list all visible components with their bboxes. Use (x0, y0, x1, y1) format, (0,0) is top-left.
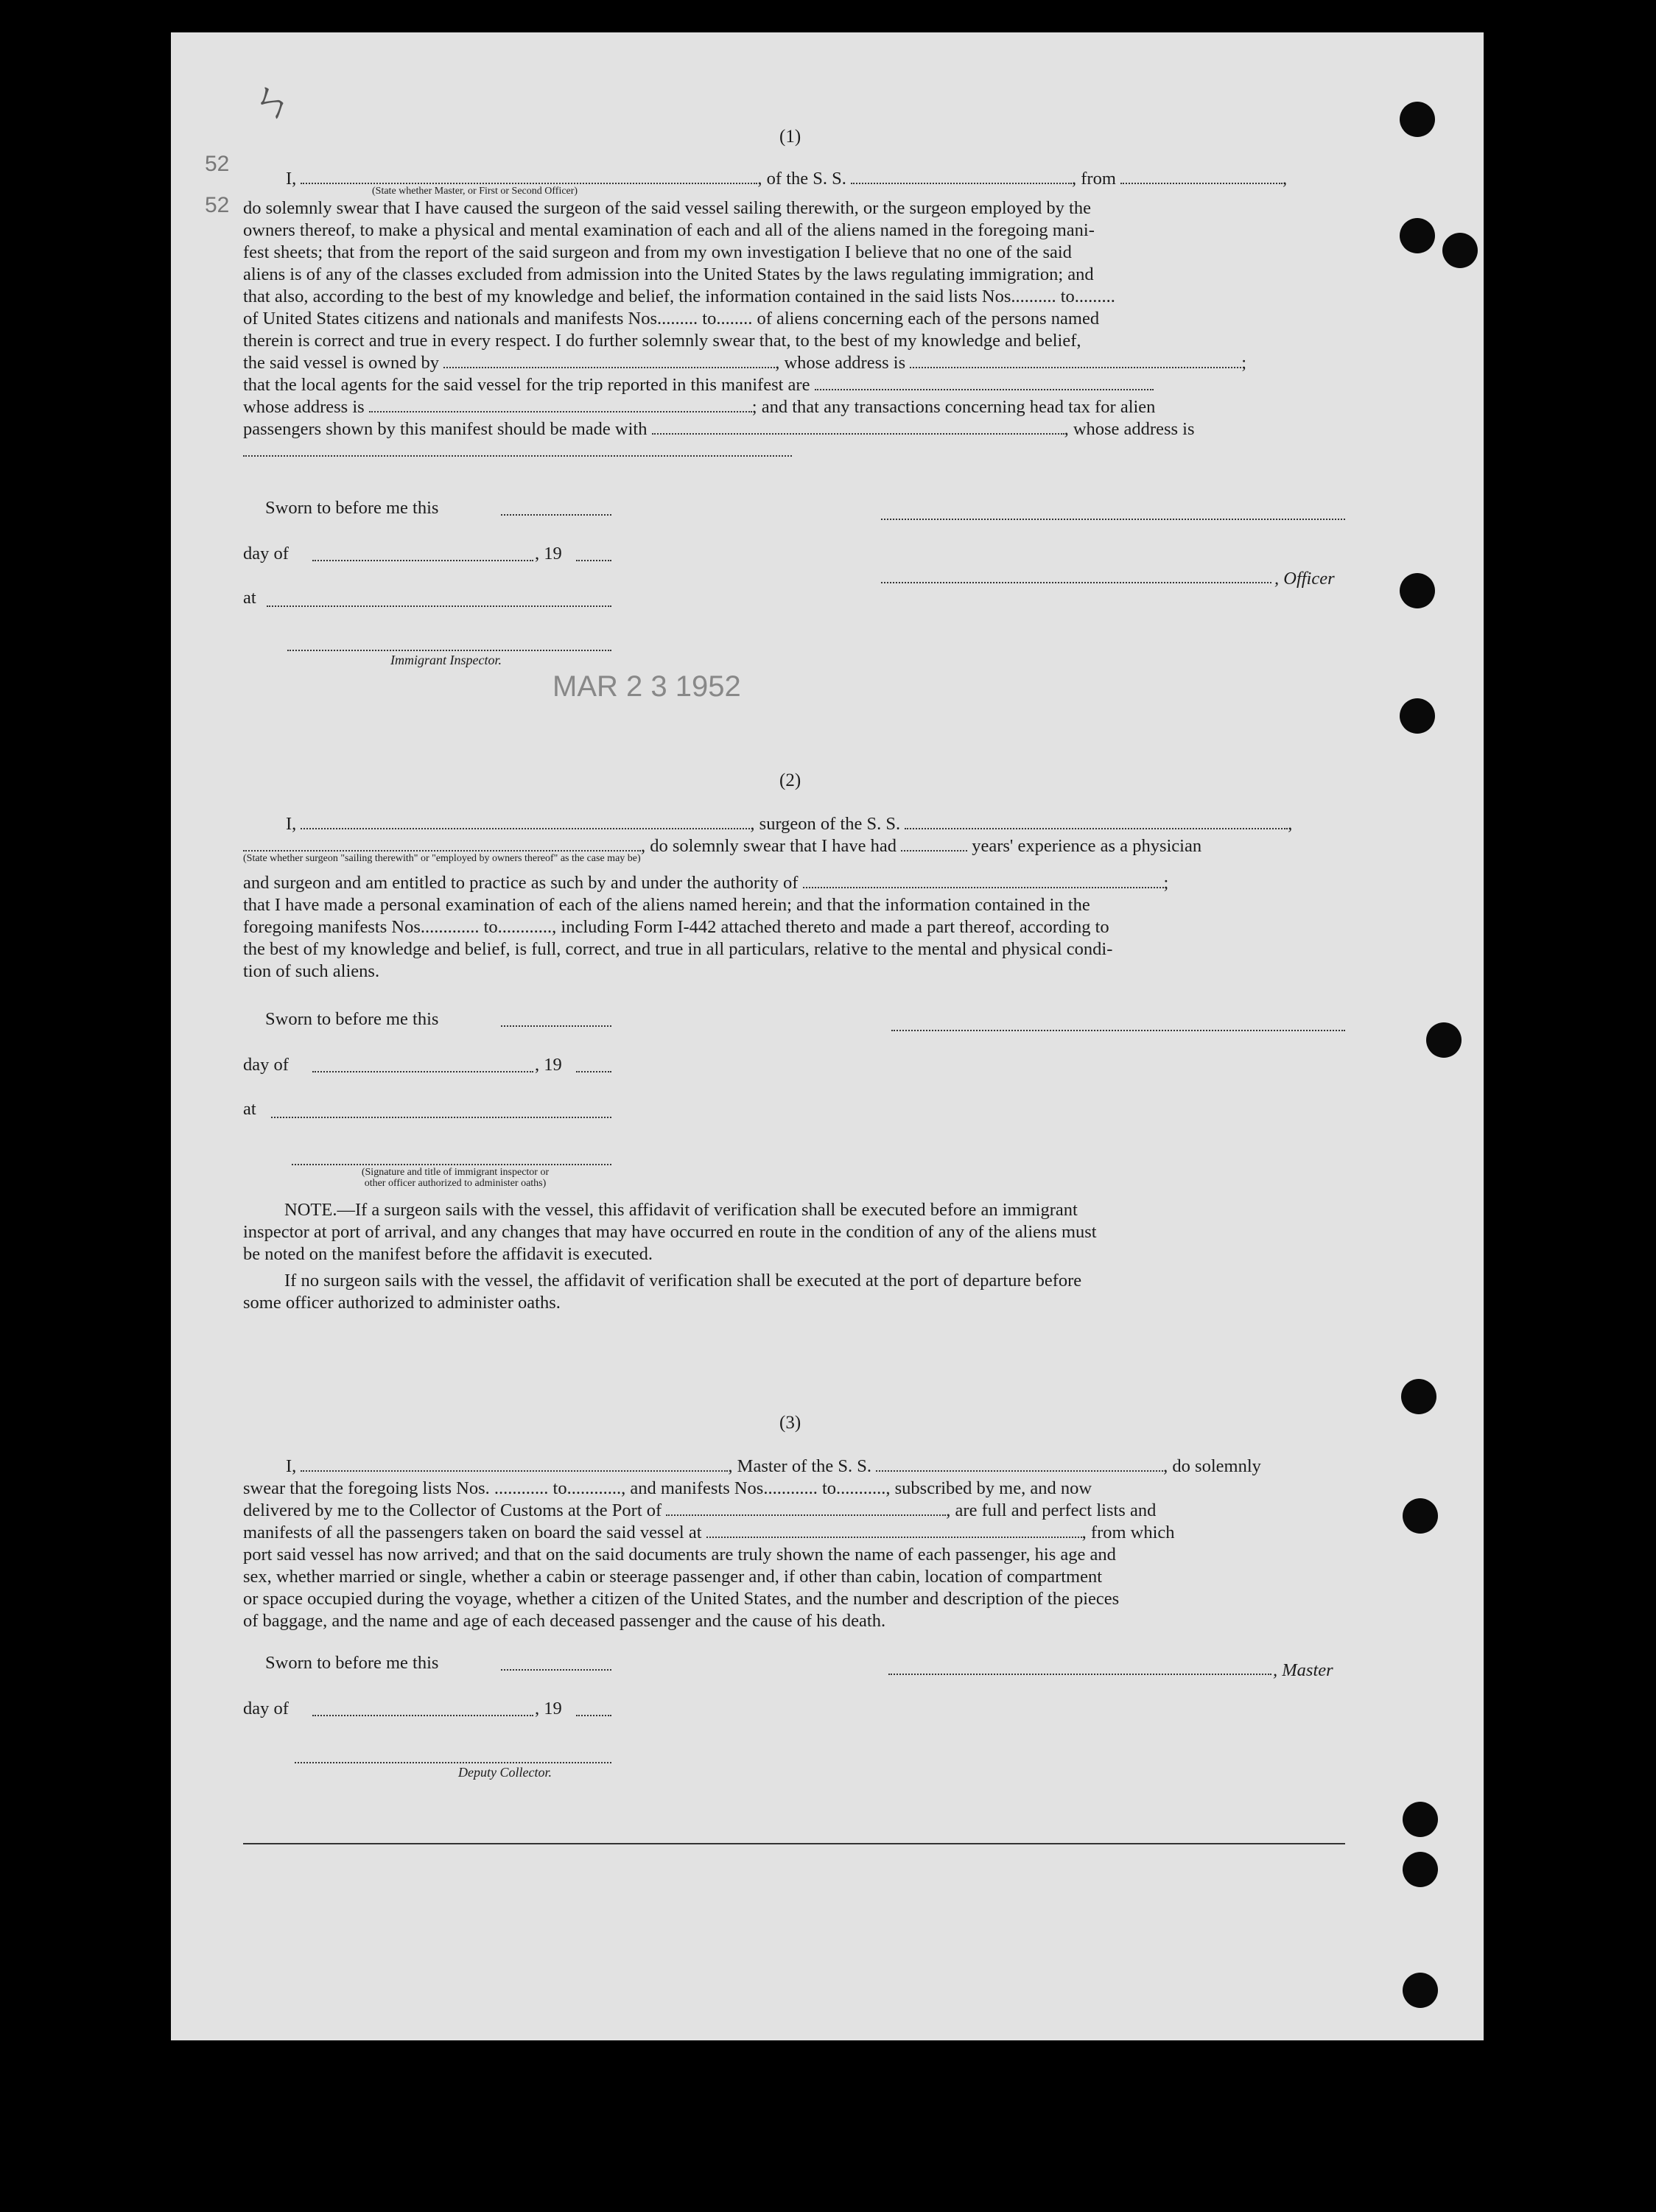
s2-note-5: some officer authorized to administer oaths. (243, 1293, 561, 1313)
s2-sig-note-1: (Signature and title of immigrant inspector or (361, 1167, 550, 1178)
s3-master-signature-line (888, 1672, 1271, 1675)
s2-sworn-blank (501, 1024, 611, 1027)
s1-l11b: ; and that any transactions concerning head tax for alien (751, 397, 1156, 417)
s3-collector: Deputy Collector. (458, 1765, 552, 1780)
section-1-body (243, 168, 1348, 463)
section-2-body (243, 813, 1348, 983)
s3-l2: swear that the foregoing lists Nos. ............ to............, and manifests Nos............ to..........., subscribed by me, and now (243, 1478, 1092, 1498)
s1-officer-line (881, 580, 1271, 583)
s1-sworn: Sworn to before me this (265, 498, 439, 518)
s1-l1b: , of the S. S. (757, 169, 846, 189)
s3-l4a: manifests of all the passengers taken on board the said vessel at (243, 1523, 702, 1542)
s1-l11a: whose address is (243, 397, 365, 417)
s2-surgeon-signature-line (891, 1028, 1345, 1031)
s3-l1b: , Master of the S. S. (728, 1456, 872, 1476)
s2-sig-note (301, 1167, 610, 1189)
head-tax-address-blank (243, 440, 792, 457)
punch-hole (1426, 1022, 1462, 1058)
s2-l1b: , surgeon of the S. S. (750, 814, 901, 834)
s2-l7: tion of such aliens. (243, 961, 380, 981)
s1-officer-signature-line (881, 517, 1345, 520)
s1-year-blank (576, 558, 611, 561)
corner-handwritten-mark: ㄣ (250, 77, 295, 126)
s1-master-sub: (State whether Master, or First or Second Officer) (372, 186, 578, 197)
boarded-at-blank (706, 1522, 1082, 1538)
s2-inspector-line (292, 1162, 611, 1165)
section-3-body (243, 1456, 1348, 1632)
owner-blank (443, 352, 775, 368)
s3-master: , Master (1273, 1660, 1333, 1680)
s1-day-blank (312, 558, 533, 561)
s2-l6: the best of my knowledge and belief, is full, correct, and true in all particulars, relative to the mental and physical condi- (243, 939, 1113, 959)
s2-day: day of (243, 1055, 289, 1075)
s1-l1a: I, (286, 169, 297, 189)
s2-l1c: , (1288, 814, 1293, 834)
master-name-blank (301, 168, 757, 184)
s1-at: at (243, 588, 256, 608)
s3-l4b: , from which (1081, 1523, 1175, 1542)
s2-day-blank (312, 1070, 533, 1072)
bottom-rule (243, 1843, 1345, 1844)
punch-hole (1403, 1802, 1438, 1837)
s1-inspector-line (287, 648, 611, 651)
s2-l4: that I have made a personal examination of each of the aliens named herein; and that the information contained in the (243, 895, 1090, 915)
punch-hole (1403, 1973, 1438, 2008)
s2-sworn: Sworn to before me this (265, 1009, 439, 1029)
s1-19: , 19 (535, 544, 562, 563)
s2-at-blank (271, 1115, 611, 1118)
s1-sworn-blank (501, 513, 611, 516)
s2-note-1: NOTE.—If a surgeon sails with the vessel, this affidavit of verification shall be executed before an immigrant (284, 1200, 1078, 1220)
owner-address-blank (910, 352, 1241, 368)
s3-l7: or space occupied during the voyage, whether a citizen of the United States, and the number and description of the pieces (243, 1589, 1120, 1609)
years-blank (901, 835, 967, 852)
authority-blank (803, 872, 1164, 888)
s3-day: day of (243, 1699, 289, 1718)
s3-l3a: delivered by me to the Collector of Customs at the Port of (243, 1500, 662, 1520)
s1-l12b: , whose address is (1064, 419, 1195, 439)
s1-l7: of United States citizens and nationals and manifests Nos......... to........ of aliens concerning each of the persons named (243, 309, 1100, 329)
s2-l3b: ; (1163, 873, 1169, 893)
s1-l8: therein is correct and true in every respect. I do further solemnly swear that, to the best of my knowledge and belief, (243, 331, 1081, 351)
s1-day: day of (243, 544, 289, 563)
s1-l6: that also, according to the best of my knowledge and belief, the information contained in the said lists Nos.......... to......... (243, 287, 1115, 306)
s3-sworn: Sworn to before me this (265, 1653, 439, 1673)
s2-l5: foregoing manifests Nos............. to............, including Form I-442 attached thereto and made a part thereof, according to (243, 917, 1109, 937)
s1-l1d: , (1283, 169, 1288, 189)
s2-at: at (243, 1099, 256, 1119)
surgeon-name-blank (301, 813, 750, 829)
s3-l1c: , do solemnly (1163, 1456, 1261, 1476)
vessel3-name-blank (876, 1456, 1163, 1472)
port-blank (666, 1500, 946, 1516)
s3-l1a: I, (286, 1456, 297, 1476)
date-stamp: MAR 2 3 1952 (552, 670, 741, 703)
s2-sig-note-2: other officer authorized to administer oaths) (364, 1178, 547, 1189)
s1-inspector: Immigrant Inspector. (390, 653, 502, 667)
head-tax-blank (652, 418, 1064, 435)
s2-19: , 19 (535, 1055, 562, 1075)
section-3-number: (3) (779, 1413, 801, 1433)
s2-l2a: , do solemnly swear that I have had (641, 836, 897, 856)
s1-l2: do solemnly swear that I have caused the surgeon of the said vessel sailing therewith, or the surgeon employed by the (243, 198, 1091, 218)
stamp-number-52a: 52 (205, 152, 230, 176)
s1-l9c: ; (1241, 353, 1247, 373)
s3-l8: of baggage, and the name and age of each deceased passenger and the cause of his death. (243, 1611, 886, 1631)
from-port-blank (1120, 168, 1283, 184)
s1-l4: fest sheets; that from the report of the said surgeon and from my own investigation I believe that no one of the said (243, 242, 1072, 262)
stamp-number-52b: 52 (205, 193, 230, 217)
agents-blank (815, 374, 1154, 390)
s1-l10: that the local agents for the said vessel for the trip reported in this manifest are (243, 375, 810, 395)
punch-hole (1400, 573, 1435, 608)
s1-l3: owners thereof, to make a physical and mental examination of each and all of the aliens named in the foregoing mani- (243, 220, 1095, 240)
s1-at-blank (267, 604, 611, 607)
s2-note-2: inspector at port of arrival, and any changes that may have occurred en route in the condition of any of the aliens must (243, 1222, 1097, 1242)
s3-sworn-blank (501, 1668, 611, 1671)
s1-l12a: passengers shown by this manifest should be made with (243, 419, 648, 439)
s2-note-4: If no surgeon sails with the vessel, the affidavit of verification shall be executed at the port of departure before (284, 1271, 1082, 1291)
surgeon-type-blank (243, 835, 641, 852)
section-2-number: (2) (779, 770, 801, 790)
s2-l3a: and surgeon and am entitled to practice as such by and under the authority of (243, 873, 799, 893)
s3-year-blank (576, 1713, 611, 1716)
s2-l1a: I, (286, 814, 297, 834)
master3-name-blank (301, 1456, 728, 1472)
s2-surgeon-sub: (State whether surgeon "sailing therewith" or "employed by owners thereof" as the case may be) (243, 853, 641, 864)
s1-officer: , Officer (1274, 569, 1335, 589)
s1-l9b: , whose address is (775, 353, 906, 373)
s3-l3b: , are full and perfect lists and (946, 1500, 1157, 1520)
s1-l1c: , from (1072, 169, 1116, 189)
punch-hole (1400, 698, 1435, 734)
punch-hole (1401, 1379, 1436, 1414)
s1-l9a: the said vessel is owned by (243, 353, 440, 373)
punch-hole (1442, 233, 1478, 268)
section-2-note (243, 1199, 1348, 1314)
punch-hole (1403, 1498, 1438, 1534)
s3-19: , 19 (535, 1699, 562, 1718)
surgeon-vessel-blank (905, 813, 1288, 829)
s3-l5: port said vessel has now arrived; and that on the said documents are truly shown the name of each passenger, his age and (243, 1545, 1116, 1565)
s3-day-blank (312, 1713, 533, 1716)
s2-note-3: be noted on the manifest before the affidavit is executed. (243, 1244, 653, 1264)
s2-year-blank (576, 1070, 611, 1072)
section-1-number: (1) (779, 127, 801, 147)
s2-l2b: years' experience as a physician (972, 836, 1202, 856)
agents-address-blank (369, 396, 752, 412)
vessel-name-blank (851, 168, 1072, 184)
s1-l5: aliens is of any of the classes excluded from admission into the United States by the laws regulating immigration; and (243, 264, 1094, 284)
punch-hole (1400, 102, 1435, 137)
s3-l6: sex, whether married or single, whether a cabin or steerage passenger and, if other than cabin, location of compartment (243, 1567, 1103, 1587)
punch-hole (1403, 1852, 1438, 1887)
punch-hole (1400, 218, 1435, 253)
s3-collector-line (295, 1760, 611, 1763)
